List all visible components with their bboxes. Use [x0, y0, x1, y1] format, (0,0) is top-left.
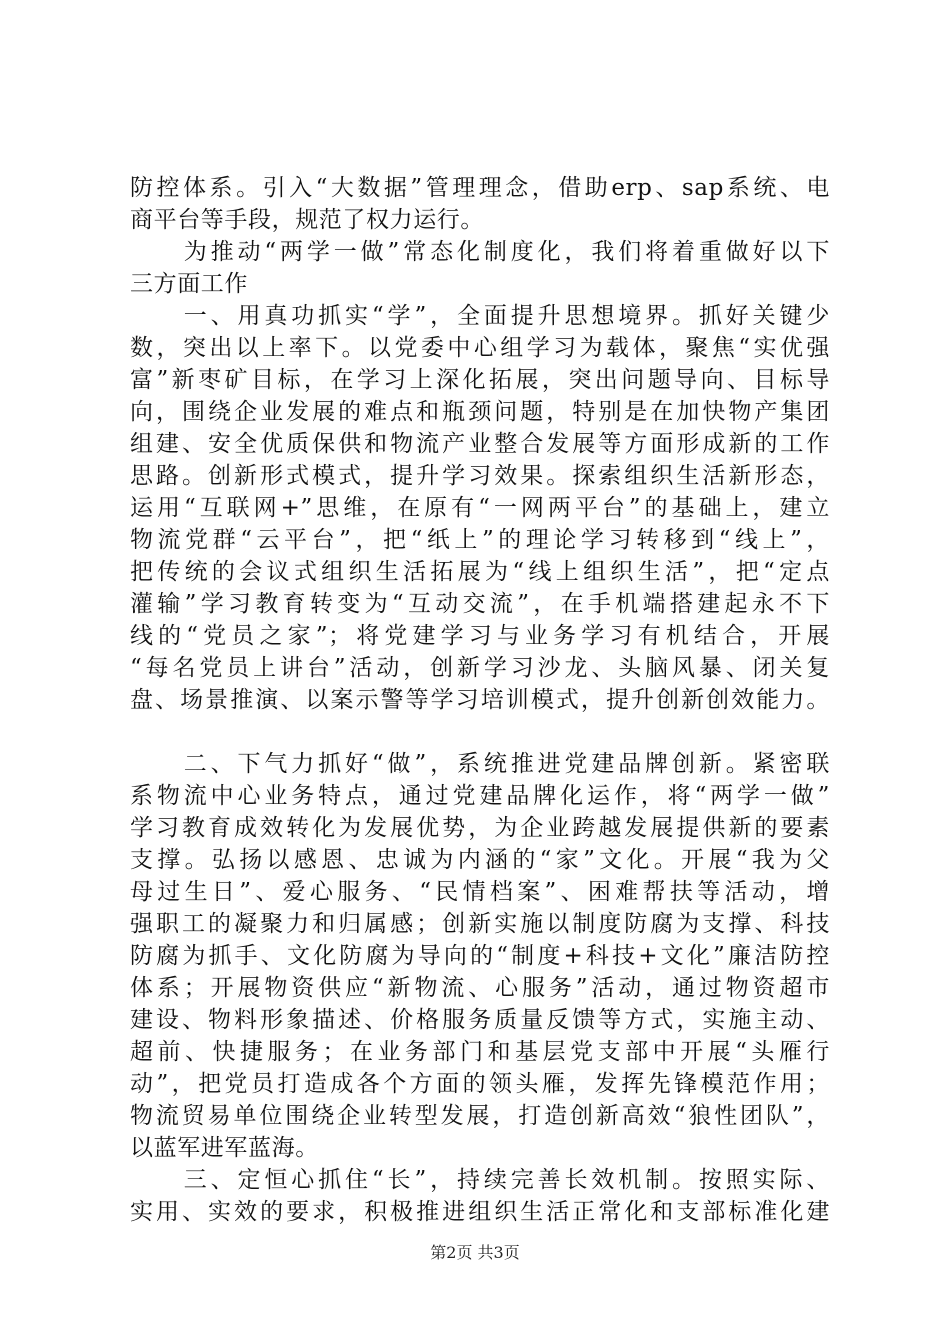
text-line: 强职工的凝聚力和归属感；创新实施以制度防腐为支撑、科技	[130, 911, 830, 937]
text-line: 防控体系。引入“大数据”管理理念，借助erp、sap系统、电	[130, 175, 830, 201]
text-line: 学习教育成效转化为发展优势，为企业跨越发展提供新的要素	[130, 815, 830, 841]
text-line: 建设、物料形象描述、价格服务质量反馈等方式，实施主动、	[130, 1007, 830, 1033]
text-line: 三、定恒心抓住“长”，持续完善长效机制。按照实际、	[130, 1167, 830, 1193]
text-line: 三方面工作	[130, 271, 248, 297]
text-line: 实用、实效的要求，积极推进组织生活正常化和支部标准化建	[130, 1199, 830, 1225]
text-line: 一、用真功抓实“学”，全面提升思想境界。抓好关键少	[130, 303, 830, 329]
text-line: 思路。创新形式模式，提升学习效果。探索组织生活新形态，	[130, 463, 830, 489]
text-line: 盘、场景推演、以案示警等学习培训模式，提升创新创效能力。	[130, 687, 830, 713]
text-line: 为推动“两学一做”常态化制度化，我们将着重做好以下	[130, 239, 830, 265]
text-line: 超前、快捷服务；在业务部门和基层党支部中开展“头雁行	[130, 1039, 830, 1065]
text-line: 母过生日”、爱心服务、“民情档案”、困难帮扶等活动，增	[130, 879, 830, 905]
text-line: 灌输”学习教育转变为“互动交流”，在手机端搭建起永不下	[130, 591, 830, 617]
page-footer: 第2页 共3页	[430, 1243, 520, 1262]
text-line: 运用“互联网+”思维，在原有“一网两平台”的基础上，建立	[130, 495, 830, 521]
text-line: 数，突出以上率下。以党委中心组学习为载体，聚焦“实优强	[130, 335, 830, 361]
paragraph-gap	[130, 716, 830, 748]
text-line: 组建、安全优质保供和物流产业整合发展等方面形成新的工作	[130, 431, 830, 457]
text-line: 系物流中心业务特点，通过党建品牌化运作，将“两学一做”	[130, 783, 830, 809]
text-line: 物流党群“云平台”，把“纸上”的理论学习转移到“线上”，	[130, 527, 830, 553]
text-line: 物流贸易单位围绕企业转型发展，打造创新高效“狼性团队”，	[130, 1103, 830, 1129]
text-line: 向，围绕企业发展的难点和瓶颈问题，特别是在加快物产集团	[130, 399, 830, 425]
text-line: 线的“党员之家”；将党建学习与业务学习有机结合，开展	[130, 623, 830, 649]
text-line: 二、下气力抓好“做”，系统推进党建品牌创新。紧密联	[130, 751, 830, 777]
text-line: 支撑。弘扬以感恩、忠诚为内涵的“家”文化。开展“我为父	[130, 847, 830, 873]
text-line: 富”新枣矿目标，在学习上深化拓展，突出问题导向、目标导	[130, 367, 830, 393]
text-line: 商平台等手段，规范了权力运行。	[130, 207, 484, 233]
text-line: 防腐为抓手、文化防腐为导向的“制度+科技+文化”廉洁防控	[130, 943, 830, 969]
text-line: “每名党员上讲台”活动，创新学习沙龙、头脑风暴、闭关复	[130, 655, 830, 681]
text-line: 动”，把党员打造成各个方面的领头雁，发挥先锋模范作用；	[130, 1071, 830, 1097]
text-line: 把传统的会议式组织生活拓展为“线上组织生活”，把“定点	[130, 559, 830, 585]
body-text	[130, 172, 830, 1228]
text-line: 以蓝军进军蓝海。	[130, 1135, 319, 1161]
text-line: 体系；开展物资供应“新物流、心服务”活动，通过物资超市	[130, 975, 830, 1001]
